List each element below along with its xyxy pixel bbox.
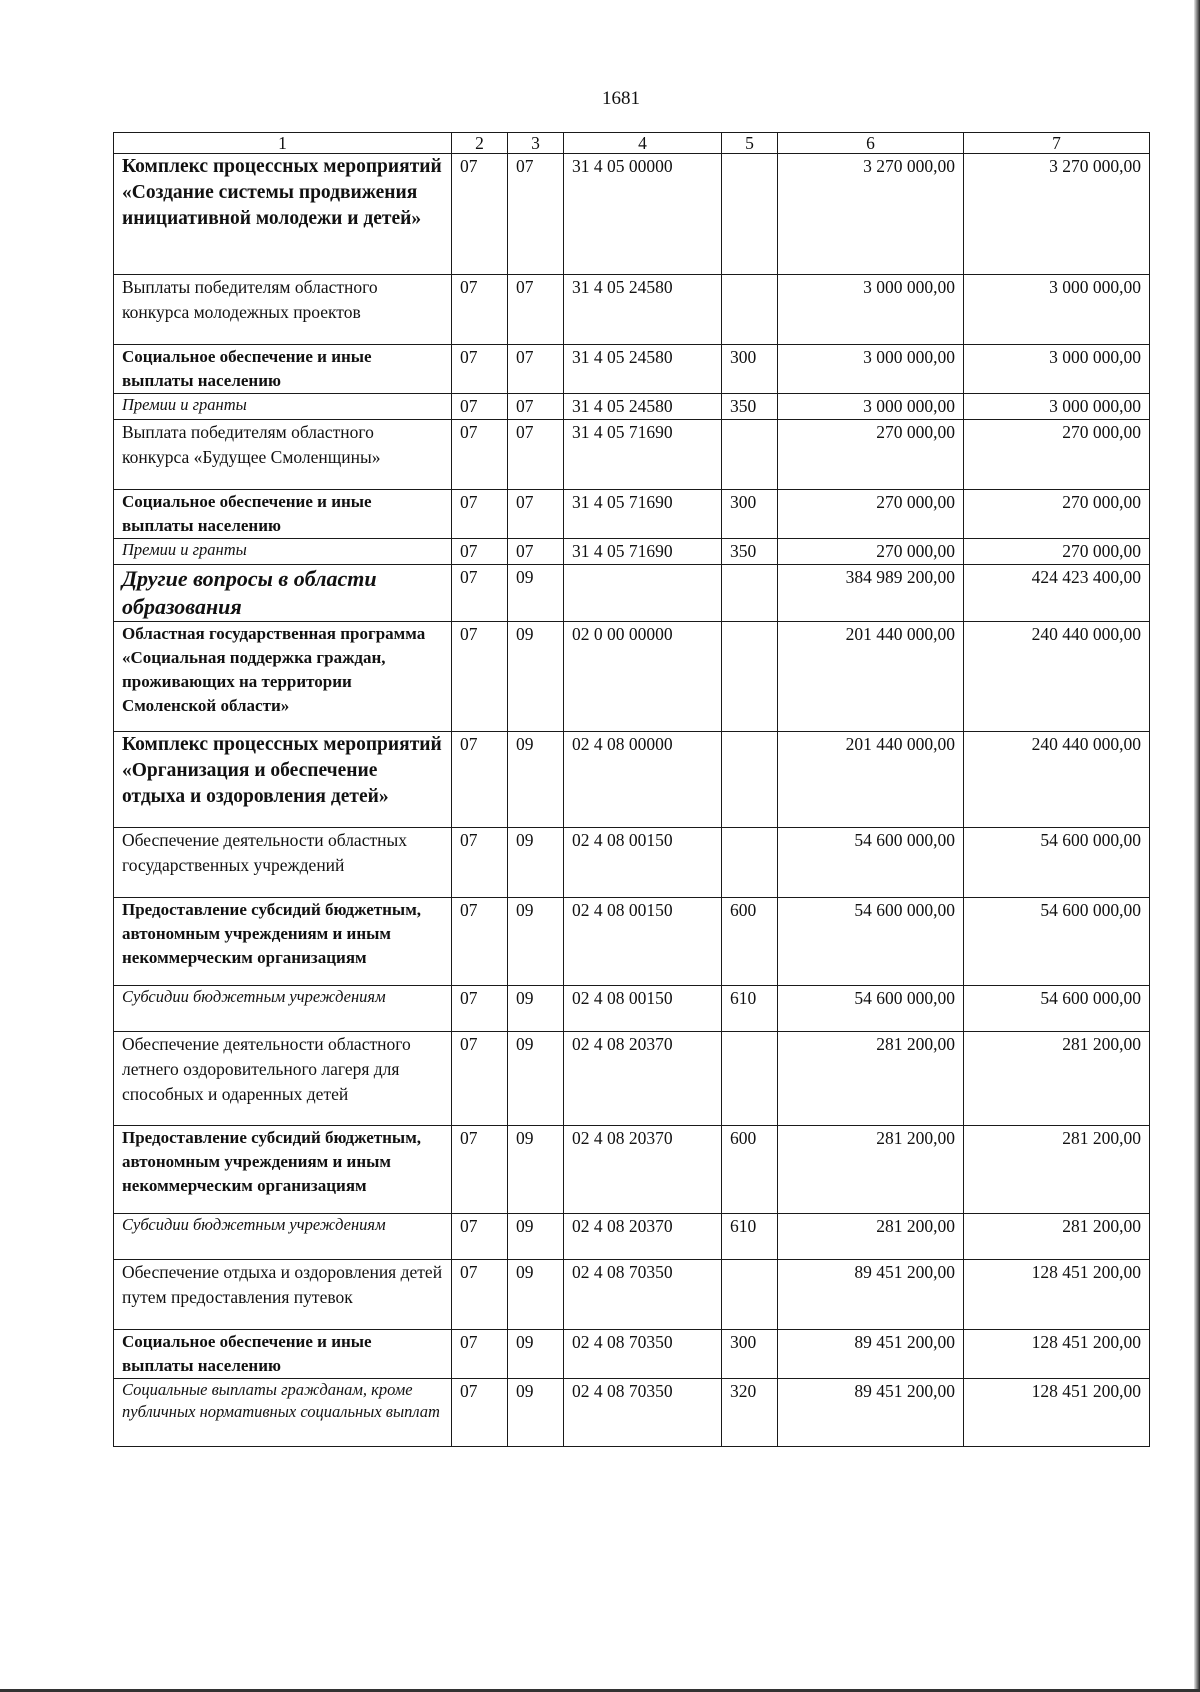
row-amount-year1-cell: 384 989 200,00 — [778, 565, 964, 622]
row-subsection-cell: 07 — [508, 539, 564, 565]
row-expense-type-cell — [722, 420, 778, 490]
row-subsection-cell: 09 — [508, 1330, 564, 1379]
row-amount-year1-cell: 89 451 200,00 — [778, 1260, 964, 1330]
row-expense-type-cell — [722, 828, 778, 898]
row-amount-year1-cell: 201 440 000,00 — [778, 732, 964, 828]
budget-table — [113, 132, 1150, 1447]
row-section-cell: 07 — [452, 490, 508, 539]
row-amount-year1-cell: 3 270 000,00 — [778, 154, 964, 275]
row-expense-type-cell: 610 — [722, 1214, 778, 1260]
header-col-6: 6 — [778, 133, 964, 154]
row-amount-year2-cell: 128 451 200,00 — [964, 1379, 1150, 1447]
row-expense-type-cell: 600 — [722, 898, 778, 986]
row-section-cell: 07 — [452, 898, 508, 986]
row-subsection-cell: 09 — [508, 622, 564, 732]
row-amount-year2-cell: 270 000,00 — [964, 539, 1150, 565]
row-section-cell: 07 — [452, 986, 508, 1032]
row-section-cell: 07 — [452, 275, 508, 345]
row-amount-year2-cell: 281 200,00 — [964, 1032, 1150, 1126]
row-expense-type-cell: 300 — [722, 490, 778, 539]
row-amount-year1-cell: 54 600 000,00 — [778, 986, 964, 1032]
row-section-cell: 07 — [452, 154, 508, 275]
row-amount-year2-cell: 281 200,00 — [964, 1126, 1150, 1214]
row-subsection-cell: 09 — [508, 1214, 564, 1260]
row-amount-year1-cell: 201 440 000,00 — [778, 622, 964, 732]
row-amount-year1-cell: 54 600 000,00 — [778, 898, 964, 986]
row-section-cell: 07 — [452, 1379, 508, 1447]
row-amount-year2-cell: 54 600 000,00 — [964, 828, 1150, 898]
row-section-cell: 07 — [452, 1126, 508, 1214]
row-subsection-cell: 09 — [508, 828, 564, 898]
row-amount-year2-cell: 54 600 000,00 — [964, 898, 1150, 986]
row-subsection-cell: 07 — [508, 490, 564, 539]
row-expense-type-cell: 300 — [722, 345, 778, 394]
header-col-1: 1 — [114, 133, 452, 154]
row-target-code-cell: 02 4 08 20370 — [564, 1214, 722, 1260]
table-row — [114, 898, 1150, 986]
row-section-cell: 07 — [452, 345, 508, 394]
row-section-cell: 07 — [452, 1032, 508, 1126]
table-row — [114, 1260, 1150, 1330]
row-amount-year2-cell: 240 440 000,00 — [964, 622, 1150, 732]
row-amount-year1-cell: 3 000 000,00 — [778, 275, 964, 345]
row-name-cell: Субсидии бюджетным учреждениям — [114, 986, 452, 1032]
row-target-code-cell: 02 4 08 00150 — [564, 986, 722, 1032]
row-name-cell: Премии и гранты — [114, 539, 452, 565]
row-expense-type-cell: 350 — [722, 394, 778, 420]
row-name-cell: Социальное обеспечение и иные выплаты населению — [114, 1330, 452, 1379]
table-header-row — [114, 133, 1150, 154]
row-expense-type-cell — [722, 1260, 778, 1330]
row-target-code-cell: 02 4 08 70350 — [564, 1260, 722, 1330]
row-expense-type-cell: 320 — [722, 1379, 778, 1447]
row-subsection-cell: 07 — [508, 345, 564, 394]
row-subsection-cell: 09 — [508, 898, 564, 986]
row-subsection-cell: 09 — [508, 1126, 564, 1214]
table-row — [114, 1379, 1150, 1447]
row-subsection-cell: 09 — [508, 1260, 564, 1330]
scan-edge-right — [1194, 0, 1200, 1692]
row-target-code-cell: 02 4 08 70350 — [564, 1330, 722, 1379]
row-amount-year2-cell: 3 000 000,00 — [964, 394, 1150, 420]
row-amount-year2-cell: 270 000,00 — [964, 420, 1150, 490]
row-target-code-cell: 02 4 08 20370 — [564, 1126, 722, 1214]
row-target-code-cell: 31 4 05 24580 — [564, 345, 722, 394]
row-section-cell: 07 — [452, 539, 508, 565]
table-row — [114, 490, 1150, 539]
row-amount-year2-cell: 128 451 200,00 — [964, 1330, 1150, 1379]
row-amount-year2-cell: 424 423 400,00 — [964, 565, 1150, 622]
row-subsection-cell: 07 — [508, 275, 564, 345]
row-amount-year2-cell: 128 451 200,00 — [964, 1260, 1150, 1330]
row-target-code-cell: 31 4 05 24580 — [564, 275, 722, 345]
row-name-cell: Премии и гранты — [114, 394, 452, 420]
table-row — [114, 394, 1150, 420]
row-target-code-cell: 02 4 08 70350 — [564, 1379, 722, 1447]
row-name-cell: Обеспечение деятельности областных государственных учреждений — [114, 828, 452, 898]
row-amount-year2-cell: 3 000 000,00 — [964, 275, 1150, 345]
row-amount-year1-cell: 270 000,00 — [778, 490, 964, 539]
row-target-code-cell: 31 4 05 71690 — [564, 539, 722, 565]
row-target-code-cell: 31 4 05 71690 — [564, 420, 722, 490]
row-name-cell: Комплекс процессных мероприятий «Организация и обеспечение отдыха и оздоровления детей» — [114, 732, 452, 828]
row-target-code-cell: 02 4 08 00000 — [564, 732, 722, 828]
table-row — [114, 622, 1150, 732]
row-expense-type-cell — [722, 1032, 778, 1126]
row-amount-year1-cell: 89 451 200,00 — [778, 1379, 964, 1447]
row-target-code-cell: 31 4 05 71690 — [564, 490, 722, 539]
row-amount-year1-cell: 3 000 000,00 — [778, 394, 964, 420]
row-section-cell: 07 — [452, 565, 508, 622]
row-name-cell: Комплекс процессных мероприятий «Создание системы продвижения инициативной молодежи и детей» — [114, 154, 452, 275]
row-amount-year1-cell: 270 000,00 — [778, 420, 964, 490]
row-section-cell: 07 — [452, 394, 508, 420]
row-target-code-cell — [564, 565, 722, 622]
row-name-cell: Предоставление субсидий бюджетным, автономным учреждениям и иным некоммерческим организациям — [114, 898, 452, 986]
table-row — [114, 420, 1150, 490]
header-col-5: 5 — [722, 133, 778, 154]
row-subsection-cell: 09 — [508, 1379, 564, 1447]
row-amount-year1-cell: 281 200,00 — [778, 1126, 964, 1214]
row-section-cell: 07 — [452, 828, 508, 898]
row-name-cell: Обеспечение отдыха и оздоровления детей путем предоставления путевок — [114, 1260, 452, 1330]
row-name-cell: Областная государственная программа «Социальная поддержка граждан, проживающих на территории Смоленской области» — [114, 622, 452, 732]
row-amount-year1-cell: 54 600 000,00 — [778, 828, 964, 898]
row-subsection-cell: 09 — [508, 986, 564, 1032]
table-row — [114, 732, 1150, 828]
row-expense-type-cell — [722, 732, 778, 828]
row-section-cell: 07 — [452, 622, 508, 732]
row-name-cell: Предоставление субсидий бюджетным, автономным учреждениям и иным некоммерческим организациям — [114, 1126, 452, 1214]
row-expense-type-cell: 610 — [722, 986, 778, 1032]
row-subsection-cell: 09 — [508, 565, 564, 622]
row-amount-year2-cell: 240 440 000,00 — [964, 732, 1150, 828]
row-expense-type-cell: 300 — [722, 1330, 778, 1379]
row-amount-year2-cell: 3 270 000,00 — [964, 154, 1150, 275]
row-target-code-cell: 02 0 00 00000 — [564, 622, 722, 732]
row-name-cell: Субсидии бюджетным учреждениям — [114, 1214, 452, 1260]
row-target-code-cell: 02 4 08 20370 — [564, 1032, 722, 1126]
table-row — [114, 1214, 1150, 1260]
row-amount-year2-cell: 3 000 000,00 — [964, 345, 1150, 394]
row-name-cell: Социальное обеспечение и иные выплаты населению — [114, 490, 452, 539]
row-expense-type-cell — [722, 622, 778, 732]
row-subsection-cell: 07 — [508, 394, 564, 420]
row-section-cell: 07 — [452, 1214, 508, 1260]
table-row — [114, 565, 1150, 622]
row-section-cell: 07 — [452, 1260, 508, 1330]
row-name-cell: Выплата победителям областного конкурса «Будущее Смоленщины» — [114, 420, 452, 490]
row-section-cell: 07 — [452, 1330, 508, 1379]
row-amount-year1-cell: 3 000 000,00 — [778, 345, 964, 394]
table-row — [114, 828, 1150, 898]
table-row — [114, 1330, 1150, 1379]
table-row — [114, 154, 1150, 275]
row-section-cell: 07 — [452, 420, 508, 490]
table-row — [114, 539, 1150, 565]
row-name-cell: Обеспечение деятельности областного летнего оздоровительного лагеря для способных и одаренных детей — [114, 1032, 452, 1126]
row-name-cell: Выплаты победителям областного конкурса молодежных проектов — [114, 275, 452, 345]
row-target-code-cell: 02 4 08 00150 — [564, 898, 722, 986]
row-subsection-cell: 09 — [508, 1032, 564, 1126]
table-row — [114, 275, 1150, 345]
row-amount-year2-cell: 270 000,00 — [964, 490, 1150, 539]
row-expense-type-cell — [722, 154, 778, 275]
row-amount-year2-cell: 54 600 000,00 — [964, 986, 1150, 1032]
table-row — [114, 1032, 1150, 1126]
table-body — [114, 154, 1150, 1447]
row-target-code-cell: 31 4 05 00000 — [564, 154, 722, 275]
row-expense-type-cell: 600 — [722, 1126, 778, 1214]
row-amount-year1-cell: 281 200,00 — [778, 1214, 964, 1260]
header-col-2: 2 — [452, 133, 508, 154]
row-section-cell: 07 — [452, 732, 508, 828]
row-subsection-cell: 07 — [508, 154, 564, 275]
row-name-cell: Другие вопросы в области образования — [114, 565, 452, 622]
row-expense-type-cell: 350 — [722, 539, 778, 565]
row-expense-type-cell — [722, 275, 778, 345]
row-amount-year1-cell: 89 451 200,00 — [778, 1330, 964, 1379]
table-row — [114, 345, 1150, 394]
row-name-cell: Социальное обеспечение и иные выплаты населению — [114, 345, 452, 394]
table-row — [114, 1126, 1150, 1214]
row-target-code-cell: 31 4 05 24580 — [564, 394, 722, 420]
row-target-code-cell: 02 4 08 00150 — [564, 828, 722, 898]
header-col-7: 7 — [964, 133, 1150, 154]
row-subsection-cell: 07 — [508, 420, 564, 490]
row-amount-year1-cell: 281 200,00 — [778, 1032, 964, 1126]
header-col-3: 3 — [508, 133, 564, 154]
row-amount-year2-cell: 281 200,00 — [964, 1214, 1150, 1260]
row-amount-year1-cell: 270 000,00 — [778, 539, 964, 565]
row-name-cell: Социальные выплаты гражданам, кроме публичных нормативных социальных выплат — [114, 1379, 452, 1447]
header-col-4: 4 — [564, 133, 722, 154]
page-number: 1681 — [602, 88, 640, 109]
table-row — [114, 986, 1150, 1032]
row-expense-type-cell — [722, 565, 778, 622]
row-subsection-cell: 09 — [508, 732, 564, 828]
